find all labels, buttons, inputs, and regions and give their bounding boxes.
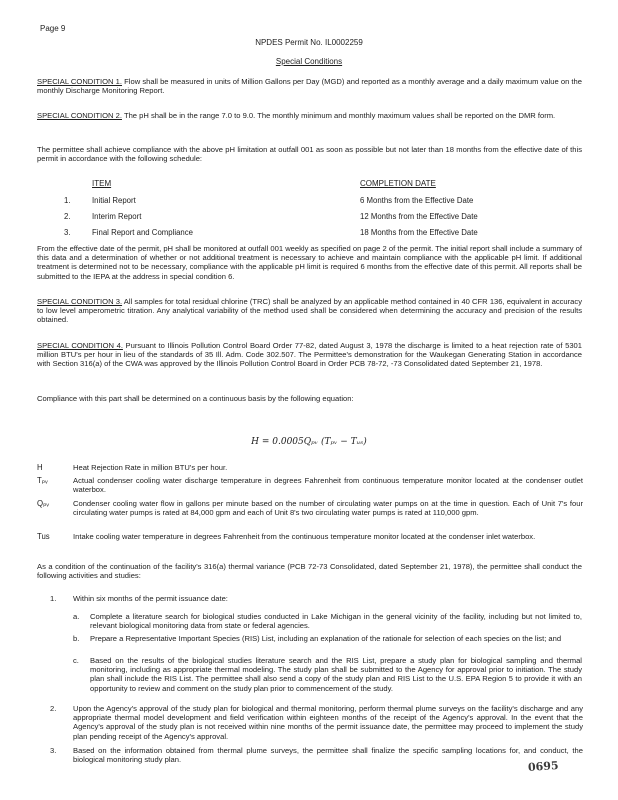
page-number: Page 9 bbox=[40, 24, 66, 33]
sub-item-b-text: Prepare a Representative Important Species (RIS) List, including an explanation of the rationale for selection of each species on the list; and bbox=[90, 634, 562, 643]
schedule-row-num: 3. bbox=[64, 228, 71, 237]
section-title: Special Conditions bbox=[275, 57, 343, 66]
schedule-row-date: 18 Months from the Effective Date bbox=[360, 228, 478, 237]
condition-1-label: SPECIAL CONDITION 1. bbox=[37, 77, 123, 86]
special-condition-3 bbox=[37, 297, 582, 325]
symbol-tus: Tus bbox=[37, 532, 50, 541]
symbol-tus-definition: Intake cooling water temperature in degrees Fahrenheit from the continuous temperature monitor located at the condenser inlet waterbox. bbox=[73, 532, 536, 541]
schedule-row-date: 6 Months from the Effective Date bbox=[360, 196, 474, 205]
schedule-row-item: Final Report and Compliance bbox=[92, 228, 193, 237]
special-condition-2 bbox=[37, 111, 582, 120]
sub-item-letter: b. bbox=[73, 634, 80, 643]
symbol-tcw-definition: Actual condenser cooling water discharge temperature in degrees Fahrenheit from continuous temperature monitor located at the condenser outlet waterbox. bbox=[73, 476, 583, 495]
schedule-intro: The permittee shall achieve compliance with the above pH limitation at outfall 001 as soon as possible but not later than 18 months from the effective date of this permit in accordance with the following schedule: bbox=[37, 145, 582, 164]
condition-4-label: SPECIAL CONDITION 4. bbox=[37, 341, 123, 350]
condition-2-label: SPECIAL CONDITION 2. bbox=[37, 111, 122, 120]
activity-number: 2. bbox=[50, 704, 57, 713]
sub-item-c-text: Based on the results of the biological studies literature search and the RIS List, prepare a study plan for biological sampling and thermal monitoring, including as appropriate thermal modeling. The study plan shall be submitted to the Agency for approval prior to initiation. The study plan shall include the RIS List. The permittee shall also send a copy of the study plan and RIS List to the U.S. EPA Region 5 to provide it with an opportunity to review and comment on the study plan prior to commencement of the study. bbox=[90, 656, 582, 693]
schedule-item-header: ITEM bbox=[92, 179, 112, 188]
schedule-date-header: COMPLETION DATE bbox=[360, 179, 436, 188]
heat-rejection-equation: H = 0.0005Qₚᵥ (Tₚᵥ − Tᵤₛ) bbox=[251, 437, 367, 447]
variance-intro: As a condition of the continuation of the facility's 316(a) thermal variance (PCB 72-73 Consolidated, dated September 21, 1978), the permittee shall conduct the following activities and studies: bbox=[37, 562, 582, 581]
schedule-row-item: Interim Report bbox=[92, 212, 142, 221]
activity-number: 1. bbox=[50, 594, 57, 603]
permit-number: NPDES Permit No. IL0002259 bbox=[255, 38, 363, 47]
condition-1-text: Flow shall be measured in units of Million Gallons per Day (MGD) and reported as a monthly average and a daily maximum value on the monthly Discharge Monitoring Report. bbox=[37, 77, 582, 96]
schedule-row-item: Initial Report bbox=[92, 196, 136, 205]
schedule-followup: From the effective date of the permit, pH shall be monitored at outfall 001 weekly as specified on page 2 of the permit. The initial report shall include a summary of this data and a determination of whether or not additional treatment is necessary to achieve and maintain compliance with the applicable pH limit. If additional treatment is determined not to be necessary, compliance with the applicable pH limit is required 6 months from the effective date of this permit. All reports shall be submitted to the IEPA at the address in special condition 6. bbox=[37, 244, 582, 281]
schedule-row-date: 12 Months from the Effective Date bbox=[360, 212, 478, 221]
schedule-row-num: 1. bbox=[64, 196, 71, 205]
condition-2-text: The pH shall be in the range 7.0 to 9.0. The monthly minimum and monthly maximum values shall be reported on the DMR form. bbox=[121, 111, 556, 120]
condition-3-label: SPECIAL CONDITION 3. bbox=[37, 297, 123, 306]
activity-3-text: Based on the information obtained from thermal plume surveys, the permittee shall finalize the specific sampling locations for, and conduct, the biological monitoring study plan. bbox=[73, 746, 583, 765]
sub-item-letter: c. bbox=[73, 656, 79, 665]
special-condition-1 bbox=[37, 77, 582, 95]
compliance-line: Compliance with this part shall be determined on a continuous basis by the following equation: bbox=[37, 394, 354, 403]
condition-3-text: All samples for total residual chlorine (TRC) shall be analyzed by an applicable method contained in 40 CFR 136, equivalent in accuracy to low level amperometric titration. Any analytical variability of the method used shall be considered when determining the accuracy and precision of the results obtained. bbox=[37, 297, 582, 325]
condition-4-text: Pursuant to Illinois Pollution Control Board Order 77-82, dated August 3, 1978 the discharge is limited to a heat rejection rate of 5301 million BTU's per hour in lieu of the standards of 35 Ill. Adm. Code 302.507. The Permittee's demonstration for the Waukegan Generating Station in accordance with Section 316(a) of the CWA was approved by the Illinois Pollution Control Board in Order PCB 78-72, -73 Consolidated dated September 21, 1978. bbox=[37, 341, 582, 369]
symbol-h: H bbox=[37, 463, 43, 472]
symbol-qcw: Qₚᵥ bbox=[37, 499, 49, 508]
activity-1-text: Within six months of the permit issuance date: bbox=[73, 594, 228, 603]
special-condition-4 bbox=[37, 341, 582, 369]
activity-number: 3. bbox=[50, 746, 57, 755]
schedule-row-num: 2. bbox=[64, 212, 71, 221]
symbol-tcw: Tₚᵥ bbox=[37, 476, 48, 485]
sub-item-a-text: Complete a literature search for biological studies conducted in Lake Michigan in the general vicinity of the facility, including but not limited to, relevant biological monitoring data from state or federal agencies. bbox=[90, 612, 582, 631]
sub-item-letter: a. bbox=[73, 612, 80, 621]
activity-2-text: Upon the Agency's approval of the study plan for biological and thermal monitoring, perform thermal plume surveys on the facility's discharge and any appropriate thermal model development and field verification within eighteen months of the receipt of the Agency's approval. In the event that the Agency's approval of the study plan is not received within nine months of the permit issuance date, the permittee may proceed to implement the study plan pending receipt of the Agency's approval. bbox=[73, 704, 583, 741]
symbol-qcw-definition: Condenser cooling water flow in gallons per minute based on the number of circulating water pumps on at the time in question. Each of Unit 7's four circulating water pumps is rated at 84,000 gpm and each of Unit 8's two circulating water pumps is rated at 110,000 gpm. bbox=[73, 499, 583, 518]
symbol-h-definition: Heat Rejection Rate in million BTU's per hour. bbox=[73, 463, 228, 472]
bates-stamp: 0695 bbox=[527, 758, 560, 775]
